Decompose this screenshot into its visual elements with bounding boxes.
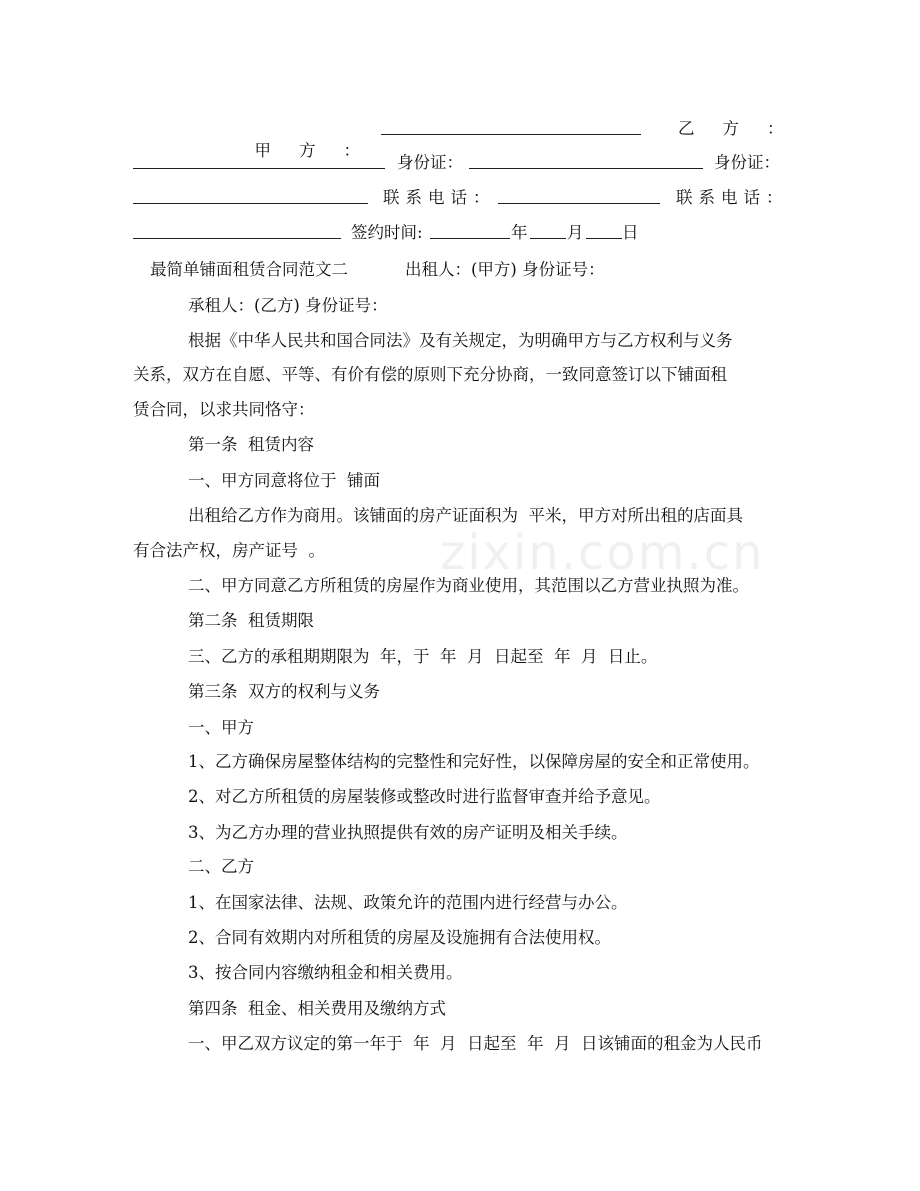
watermark: zixin.com.cn [440,525,765,581]
body-line: 2、对乙方所租赁的房屋装修或整改时进行监督审查并给予意见。 [188,787,661,806]
body-line: 承租人：(乙方) 身份证号： [188,296,388,315]
sign-time-label: 签约时间: [351,223,423,242]
body-line: 关系，双方在自愿、平等、有价有偿的原则下充分协商，一致同意签订以下铺面租 [133,365,727,384]
body-line: 二、甲方同意乙方所租赁的房屋作为商业使用，其范围以乙方营业执照为准。 [188,576,749,595]
phone-b-blank[interactable] [133,222,341,239]
body-line: 出租给乙方作为商用。该铺面的房产证面积为 平米，甲方对所出租的店面具 [188,506,743,525]
party-a-label: 甲方： [254,141,388,160]
body-line: 1、在国家法律、法规、政策允许的范围内进行经营与办公。 [188,893,628,912]
day-label: 日 [622,223,639,242]
body-line: 一、甲方同意将位于 铺面 [188,471,380,490]
lessor-line: 出租人：(甲方) 身份证号： [405,260,605,279]
body-line: 3、按合同内容缴纳租金和相关费用。 [188,963,463,982]
phone-label-b: 联系电话： [676,188,789,207]
party-a-id-blank[interactable] [133,152,385,169]
body-line: 一、甲方 [188,718,254,737]
article-heading: 第三条 双方的权利与义务 [188,682,380,701]
body-line: 一、甲乙双方议定的第一年于 年 月 日起至 年 月 日该铺面的租金为人民币 [188,1034,763,1053]
party-b-id-blank[interactable] [469,152,703,169]
month-blank[interactable] [530,222,566,239]
body-line: 有合法产权，房产证号 。 [133,541,325,560]
phone-a-blank[interactable] [498,187,660,204]
body-line: 3、为乙方办理的营业执照提供有效的房产证明及相关手续。 [188,823,628,842]
article-heading: 第四条 租金、相关费用及缴纳方式 [188,999,446,1018]
day-blank[interactable] [586,222,622,239]
id-label-b: 身份证： [714,153,780,172]
month-label: 月 [567,223,584,242]
year-blank[interactable] [430,222,510,239]
party-b-name-blank[interactable] [133,187,368,204]
article-heading: 第一条 租赁内容 [188,435,314,454]
body-line: 2、合同有效期内对所租赁的房屋及设施拥有合法使用权。 [188,928,611,947]
body-line: 根据《中华人民共和国合同法》及有关规定，为明确甲方与乙方权利与义务 [188,331,733,350]
article-heading: 第二条 租赁期限 [188,611,314,630]
year-label: 年 [511,223,528,242]
party-b-label: 乙方： [678,119,812,138]
party-a-blank[interactable] [381,118,641,135]
body-line: 二、乙方 [188,857,254,876]
id-label-a: 身份证： [397,153,463,172]
phone-label-a: 联系电话： [383,188,496,207]
body-line: 1、乙方确保房屋整体结构的完整性和完好性，以保障房屋的安全和正常使用。 [188,752,760,771]
document-title: 最简单铺面租赁合同范文二 [150,260,348,279]
body-line: 赁合同，以求共同恪守： [133,400,315,419]
body-line: 三、乙方的承租期期限为 年，于 年 月 日起至 年 月 日止。 [188,647,658,666]
